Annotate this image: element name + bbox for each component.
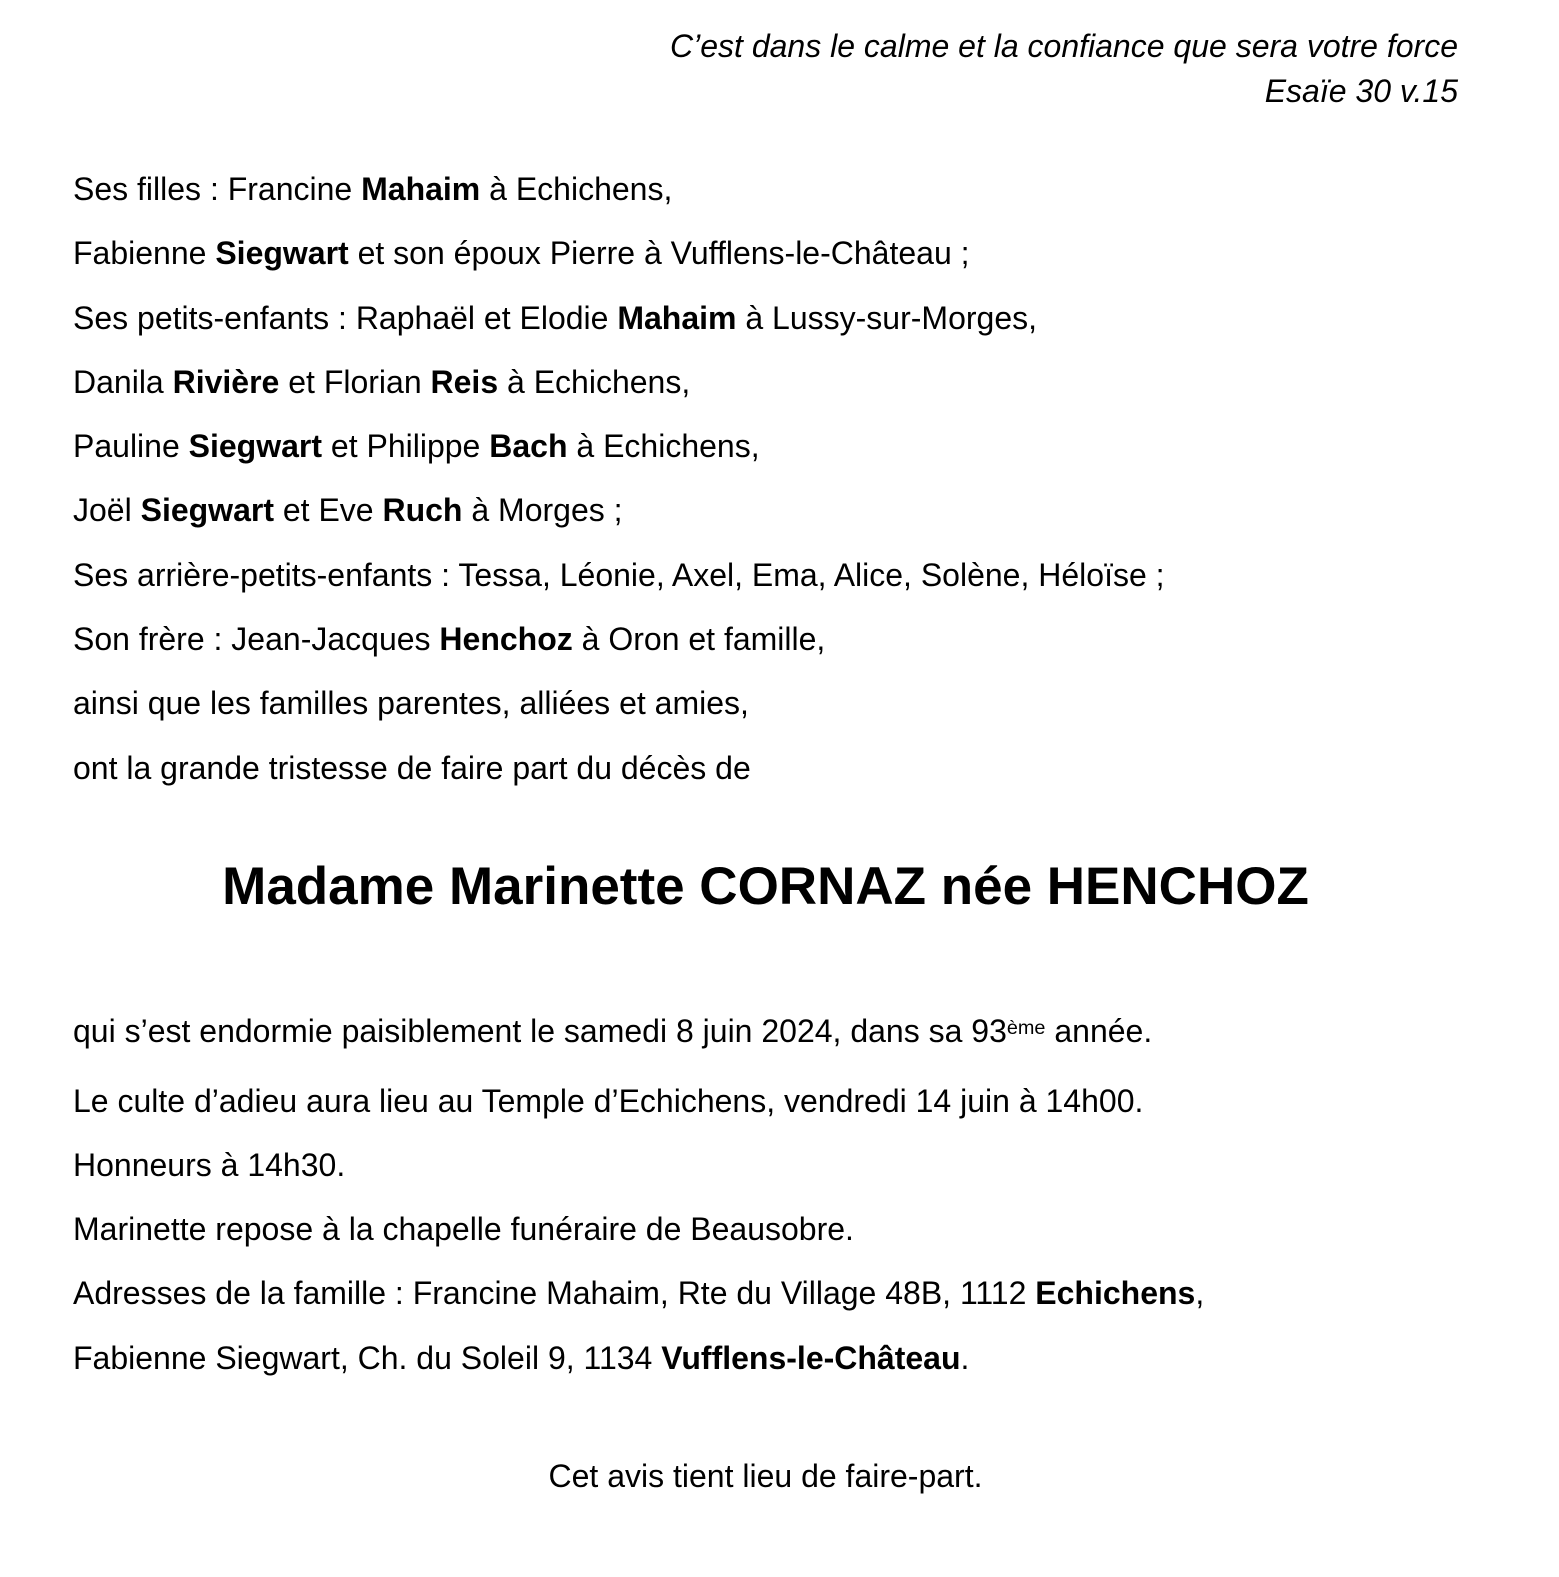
bold-name-segment: Ruch [382, 492, 463, 529]
bold-name-segment: Echichens [1035, 1275, 1196, 1312]
text-segment: Fabienne [73, 235, 216, 272]
text-segment: Danila [73, 363, 173, 400]
family-line [73, 221, 1458, 285]
text-segment: année. [1045, 1013, 1153, 1050]
text-segment: Son frère : Jean-Jacques [73, 621, 440, 658]
bold-name-segment: Bach [489, 428, 568, 465]
text-segment: Honneurs à 14h30. [73, 1146, 346, 1183]
details-list [73, 999, 1458, 1390]
text-segment: à Morges ; [462, 492, 623, 529]
text-segment: ainsi que les familles parentes, alliées et amies, [73, 685, 749, 722]
bold-name-segment: Rivière [172, 363, 280, 400]
superscript-segment: ème [1006, 1016, 1046, 1039]
text-segment: à Lussy-sur-Morges, [736, 299, 1037, 336]
details-line [73, 1261, 1458, 1325]
text-segment: à Echichens, [567, 428, 760, 465]
text-segment: Fabienne Siegwart, Ch. du Soleil 9, 1134 [73, 1339, 662, 1376]
family-line [73, 414, 1458, 478]
text-segment: à Echichens, [498, 363, 691, 400]
bold-name-segment: Siegwart [188, 428, 323, 465]
bold-name-segment: Reis [430, 363, 499, 400]
text-segment: Ses filles : Francine [73, 171, 362, 207]
text-segment: Le culte d’adieu aura lieu au Temple d’Echichens, vendredi 14 juin à 14h00. [73, 1082, 1144, 1119]
text-segment: à Oron et famille, [572, 621, 826, 658]
text-segment: qui s’est endormie paisiblement le samedi 8 juin 2024, dans sa 93 [73, 1013, 1007, 1050]
text-segment: . [960, 1339, 970, 1376]
family-line [73, 286, 1458, 350]
details-line [73, 1326, 1458, 1390]
text-segment: et Philippe [322, 428, 490, 465]
text-segment: Ses petits-enfants : Raphaël et Elodie [73, 299, 618, 336]
details-line [73, 1197, 1458, 1261]
bold-name-segment: Mahaim [361, 171, 481, 207]
family-line [73, 478, 1458, 542]
family-line [73, 543, 1458, 607]
family-line [73, 157, 1458, 221]
bold-name-segment: Vufflens-le-Château [661, 1339, 961, 1376]
bold-name-segment: Siegwart [215, 235, 349, 272]
text-segment: ont la grande tristesse de faire part du décès de [73, 749, 751, 786]
text-segment: à Echichens, [480, 171, 673, 207]
bold-name-segment: Siegwart [140, 492, 274, 529]
text-segment: et Eve [273, 492, 383, 529]
family-line [73, 736, 1458, 800]
family-list [73, 157, 1458, 800]
family-line [73, 350, 1458, 414]
text-segment: Joël [73, 492, 141, 529]
epigraph-verse: C’est dans le calme et la confiance que sera votre force [670, 28, 1458, 64]
epigraph [73, 24, 1458, 114]
text-segment: et son époux Pierre à Vufflens-le-Château ; [348, 235, 970, 272]
epigraph-reference: Esaïe 30 v.15 [1264, 73, 1458, 109]
text-segment: Marinette repose à la chapelle funéraire de Beausobre. [73, 1211, 854, 1248]
details-line [73, 1133, 1458, 1197]
family-line [73, 607, 1458, 671]
text-segment: et Florian [279, 363, 431, 400]
family-line [73, 671, 1458, 735]
footer-note: Cet avis tient lieu de faire-part. [548, 1458, 983, 1495]
deceased-name-title: Madame Marinette CORNAZ née HENCHOZ [222, 856, 1309, 916]
text-segment: , [1195, 1275, 1205, 1312]
details-line [73, 999, 1458, 1068]
bold-name-segment: Mahaim [617, 299, 737, 336]
text-segment: Pauline [73, 428, 189, 465]
text-segment: Adresses de la famille : Francine Mahaim, Rte du Village 48B, 1112 [73, 1275, 1036, 1312]
text-segment: Ses arrière-petits-enfants : Tessa, Léonie, Axel, Ema, Alice, Solène, Héloïse ; [73, 556, 1165, 593]
bold-name-segment: Henchoz [439, 621, 573, 658]
details-line [73, 1069, 1458, 1133]
